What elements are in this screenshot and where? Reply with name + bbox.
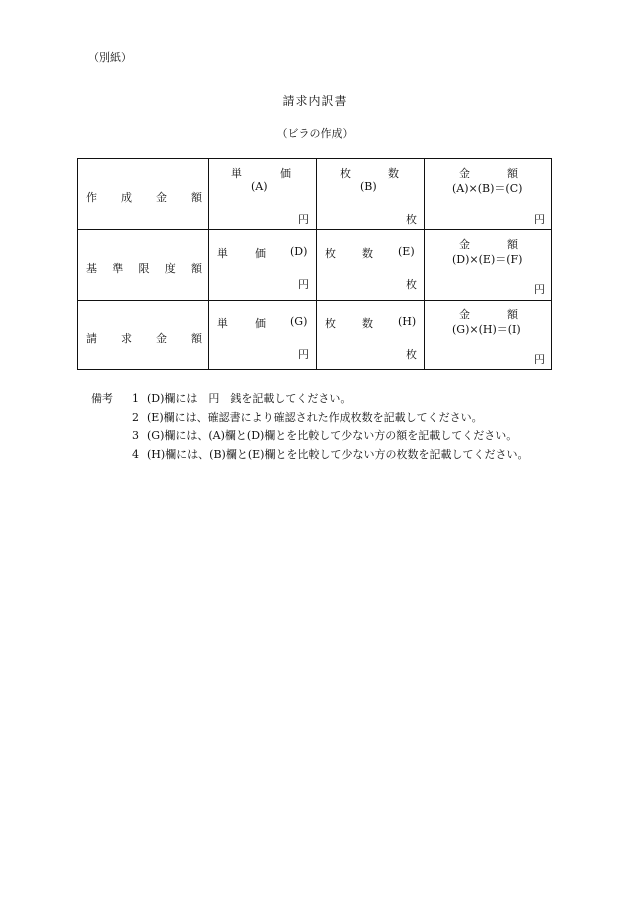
- page-title: 請求内訳書: [282, 94, 348, 108]
- amount-head: 金: [459, 308, 470, 321]
- annex-label: （別紙）: [88, 51, 132, 64]
- remark-item: 備考 1 (D)欄には 円 銭を記載してください。: [91, 390, 528, 409]
- code-e: (E): [398, 245, 415, 258]
- formula-c: (A)×(B)＝(C): [452, 182, 523, 195]
- table-divider: [208, 159, 209, 369]
- row-label-creation-amount: 作 成 金 額: [86, 191, 202, 204]
- remark-item: 4 (H)欄には、(B)欄と(E)欄とを比較して少ない方の枚数を記載してください。: [132, 447, 529, 461]
- formula-f: (D)×(E)＝(F): [452, 253, 523, 266]
- quantity-head: 数: [388, 167, 399, 180]
- quantity-head: 枚: [325, 247, 336, 260]
- code-g: (G): [290, 315, 308, 328]
- amount-head: 金: [459, 238, 470, 251]
- unit-price-head: 価: [255, 247, 266, 260]
- quantity-head: 枚: [325, 317, 336, 330]
- code-a: (A): [251, 180, 268, 193]
- unit-price-head: 価: [280, 167, 291, 180]
- code-h: (H): [398, 315, 417, 328]
- amount-head: 額: [507, 167, 518, 180]
- table-divider: [316, 159, 317, 369]
- code-b: (B): [360, 180, 377, 193]
- code-d: (D): [290, 245, 308, 258]
- table-divider: [78, 300, 551, 301]
- remarks-label: 備考: [91, 392, 113, 405]
- unit-sheets: 枚: [406, 213, 417, 226]
- row-label-claim-amount: 請 求 金 額: [86, 332, 202, 345]
- unit-yen: 円: [534, 353, 545, 366]
- unit-price-head: 単: [217, 317, 228, 330]
- quantity-head: 枚: [340, 167, 351, 180]
- unit-sheets: 枚: [406, 348, 417, 361]
- remark-item: 3 (G)欄には、(A)欄と(D)欄とを比較して少ない方の額を記載してください。: [132, 429, 518, 442]
- unit-price-head: 価: [255, 317, 266, 330]
- remarks: [91, 390, 528, 464]
- amount-head: 金: [459, 167, 470, 180]
- unit-yen: 円: [298, 213, 309, 226]
- unit-price-head: 単: [231, 167, 242, 180]
- amount-head: 額: [507, 308, 518, 321]
- unit-yen: 円: [534, 283, 545, 296]
- unit-yen: 円: [298, 278, 309, 291]
- unit-yen: 円: [534, 213, 545, 226]
- remark-item: 2 (E)欄には、確認書により確認された作成枚数を記載してください。: [132, 410, 483, 424]
- unit-yen: 円: [298, 348, 309, 361]
- quantity-head: 数: [362, 247, 373, 260]
- breakdown-table: [77, 158, 552, 370]
- amount-head: 額: [507, 238, 518, 251]
- unit-price-head: 単: [217, 247, 228, 260]
- unit-sheets: 枚: [406, 278, 417, 291]
- quantity-head: 数: [362, 317, 373, 330]
- row-label-standard-limit: 基 準 限 度 額: [86, 262, 202, 275]
- table-divider: [78, 229, 551, 230]
- table-divider: [424, 159, 425, 369]
- page-subtitle: （ビラの作成）: [276, 127, 354, 140]
- formula-i: (G)×(H)＝(I): [452, 323, 521, 336]
